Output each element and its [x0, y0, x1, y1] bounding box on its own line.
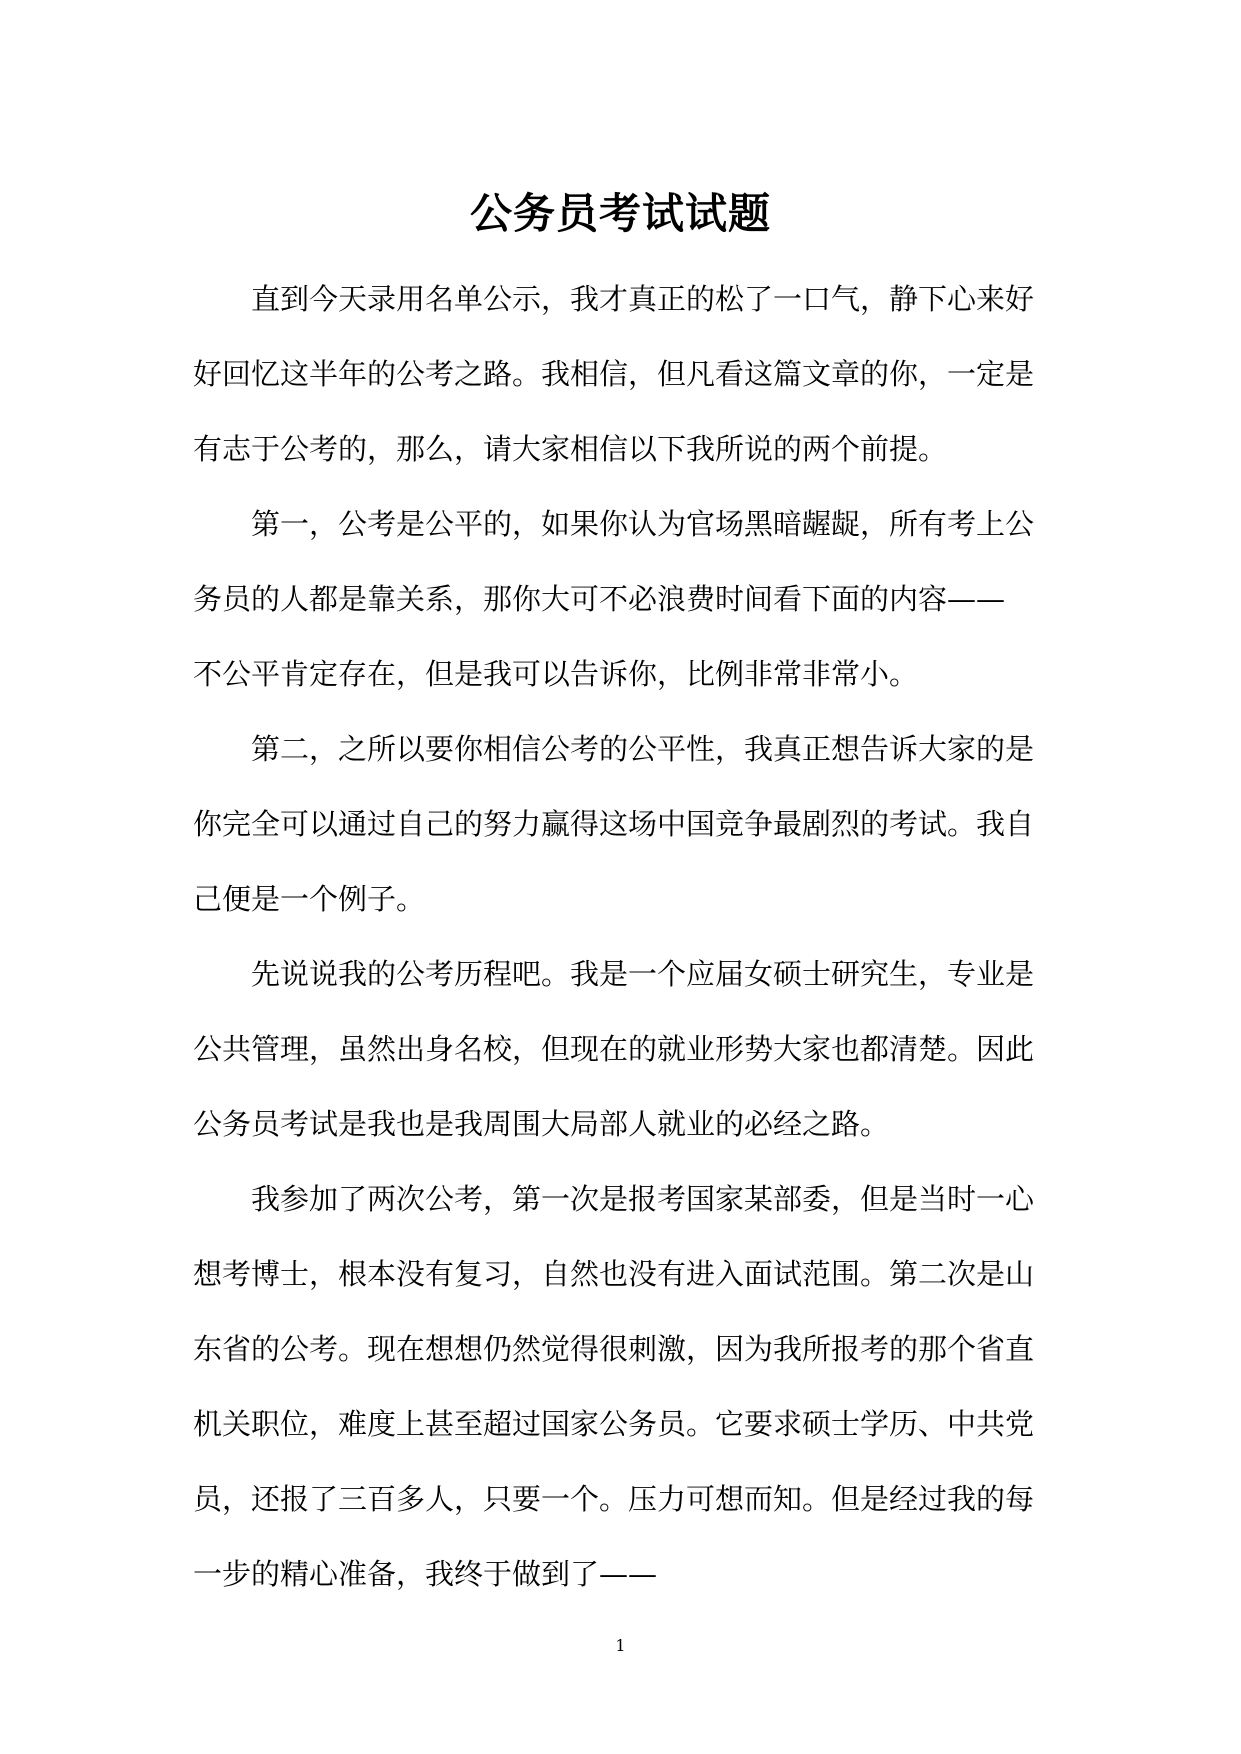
- document-title: 公务员考试试题: [469, 189, 771, 239]
- paragraph: [193, 262, 1043, 487]
- text-line: 第一，公考是公平的，如果你认为官场黑暗龌龊，所有考上公: [251, 507, 1035, 541]
- paragraph: [193, 487, 1043, 712]
- paragraph: [193, 1162, 1043, 1612]
- text-line: 务员的人都是靠关系，那你大可不必浪费时间看下面的内容——: [193, 582, 1006, 616]
- text-line: 公务员考试是我也是我周围大局部人就业的必经之路。: [193, 1107, 890, 1141]
- text-line: 第二，之所以要你相信公考的公平性，我真正想告诉大家的是: [251, 732, 1035, 766]
- text-line: 东省的公考。现在想想仍然觉得很刺激，因为我所报考的那个省直: [193, 1332, 1035, 1366]
- text-line: 不公平肯定存在，但是我可以告诉你，比例非常非常小。: [193, 657, 919, 691]
- text-line: 公共管理，虽然出身名校，但现在的就业形势大家也都清楚。因此: [193, 1032, 1035, 1066]
- text-line: 直到今天录用名单公示，我才真正的松了一口气，静下心来好: [251, 282, 1035, 316]
- text-line: 你完全可以通过自己的努力赢得这场中国竞争最剧烈的考试。我自: [193, 807, 1035, 841]
- text-line: 想考博士，根本没有复习，自然也没有进入面试范围。第二次是山: [193, 1257, 1035, 1291]
- document-body: [193, 262, 1043, 1612]
- page-number: 1: [615, 1636, 626, 1655]
- text-line: 一步的精心准备，我终于做到了——: [193, 1557, 658, 1591]
- text-line: 先说说我的公考历程吧。我是一个应届女硕士研究生，专业是: [251, 957, 1035, 991]
- text-line: 己便是一个例子。: [193, 882, 426, 916]
- text-line: 好回忆这半年的公考之路。我相信，但凡看这篇文章的你，一定是: [193, 357, 1035, 391]
- paragraph: [193, 712, 1043, 937]
- text-line: 员，还报了三百多人，只要一个。压力可想而知。但是经过我的每: [193, 1482, 1035, 1516]
- paragraph: [193, 937, 1043, 1162]
- text-line: 我参加了两次公考，第一次是报考国家某部委，但是当时一心: [251, 1182, 1035, 1216]
- text-line: 机关职位，难度上甚至超过国家公务员。它要求硕士学历、中共党: [193, 1407, 1035, 1441]
- text-line: 有志于公考的，那么，请大家相信以下我所说的两个前提。: [193, 432, 948, 466]
